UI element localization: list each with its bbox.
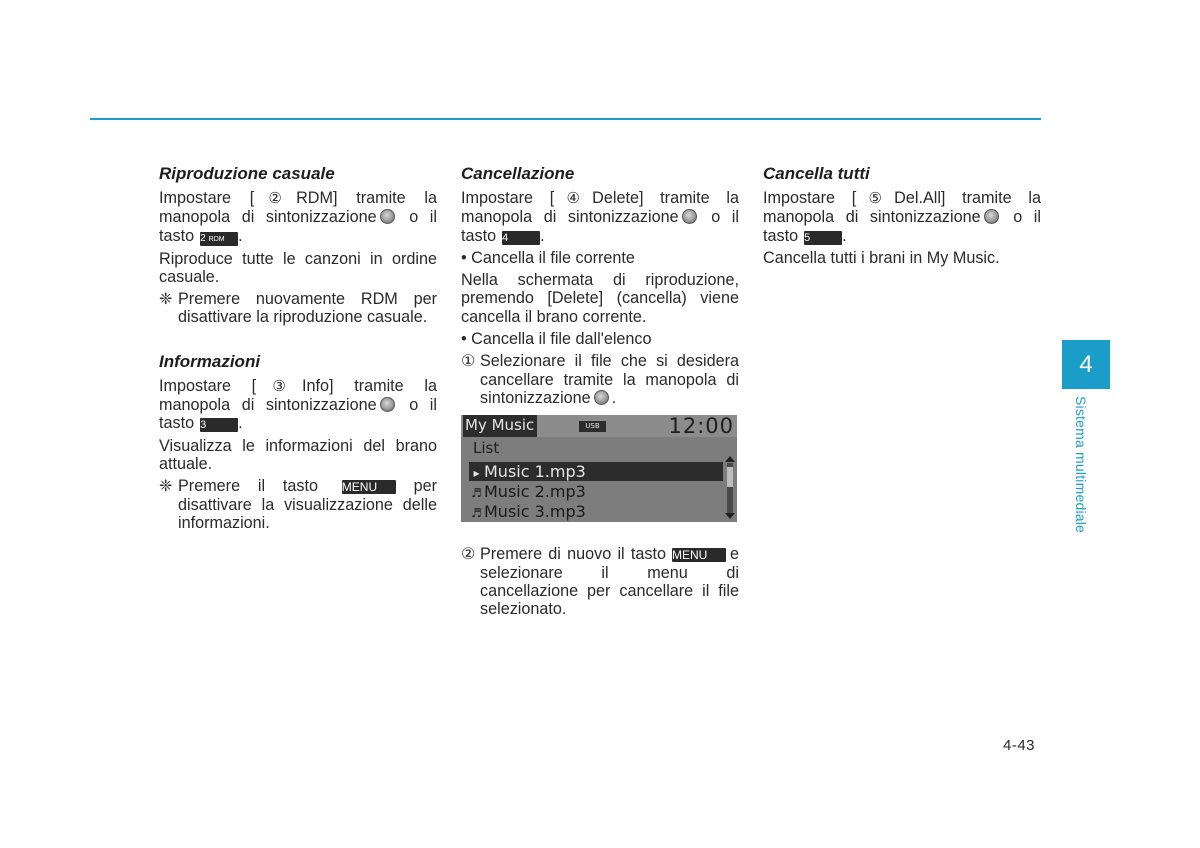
chapter-number-tab: 4 xyxy=(1062,340,1110,389)
random-line1: Impostare [②RDM] tramite la xyxy=(159,189,437,207)
delete-line3: tasto 4 . xyxy=(461,226,545,245)
screen-title: My Music xyxy=(463,415,537,437)
screen-list-label: List xyxy=(473,439,500,458)
delete-step-1: ① Selezionare il file che si desidera cancellare tramite la manopola di sintonizzazione . xyxy=(461,352,739,407)
key-2-rdm: 2 RDM xyxy=(200,232,238,246)
tune-knob-icon xyxy=(380,397,395,412)
delete-bullet-current-desc: Nella schermata di riproduzione, premendo [Delete] (cancella) viene cancella il brano corrente. xyxy=(461,271,739,326)
random-line3: tasto 2 RDM . xyxy=(159,226,243,245)
scroll-down-icon xyxy=(725,513,735,519)
info-line2: manopola di sintonizzazione o il xyxy=(159,396,437,415)
delete-line2: manopola di sintonizzazione o il xyxy=(461,208,739,227)
circled-2: ② xyxy=(254,190,297,207)
delete-step-2: ② Premere di nuovo il tasto MENU e selezionare il menu di cancellazione per cancellare il file selezionato. xyxy=(461,545,739,619)
music-note-icon: ♬ xyxy=(471,506,482,521)
note-mark: ❈ xyxy=(159,477,173,496)
chapter-title: Sistema multimediale xyxy=(1073,396,1089,534)
heading-random: Riproduzione casuale xyxy=(159,164,335,183)
column-right xyxy=(763,164,1041,271)
info-line1: Impostare [③Info] tramite la xyxy=(159,376,437,395)
info-desc: Visualizza le informazioni del brano attuale. xyxy=(159,436,437,473)
column-left xyxy=(159,164,437,536)
circled-5: ⑤ xyxy=(856,190,895,207)
key-menu: MENU xyxy=(672,548,726,562)
random-line2: manopola di sintonizzazione o il xyxy=(159,208,437,227)
key-5: 5 xyxy=(804,231,842,245)
tune-knob-icon xyxy=(984,209,999,224)
delete-line1: Impostare [④Delete] tramite la xyxy=(461,189,739,207)
screen-list-row: ▸ Music 1.mp3 xyxy=(469,462,723,481)
step-2-mark: ② xyxy=(461,545,476,564)
delete-bullet-list: • Cancella il file dall'elenco xyxy=(461,330,652,349)
key-menu: MENU xyxy=(342,480,396,494)
delete-bullet-current: • Cancella il file corrente xyxy=(461,248,635,267)
scroll-up-icon xyxy=(725,456,735,462)
top-rule xyxy=(90,118,1041,120)
delete-all-desc: Cancella tutti i brani in My Music. xyxy=(763,248,1000,267)
tune-knob-icon xyxy=(682,209,697,224)
info-line3: tasto 3 . xyxy=(159,414,243,433)
column-middle xyxy=(461,164,739,622)
music-list-screen xyxy=(461,415,737,522)
random-desc: Riproduce tutte le canzoni in ordine casuale. xyxy=(159,249,437,286)
heading-delete: Cancellazione xyxy=(461,164,575,183)
tune-knob-icon xyxy=(594,390,609,405)
circled-3: ③ xyxy=(256,377,303,395)
tune-knob-icon xyxy=(380,209,395,224)
heading-delete-all: Cancella tutti xyxy=(763,164,870,183)
random-note: ❈ Premere nuovamente RDM per disattivare la riproduzione casuale. xyxy=(159,290,437,327)
delete-all-line3: tasto 5 . xyxy=(763,226,847,245)
info-note: ❈ Premere il tasto MENU per disattivare la visualizzazione delle informazioni. xyxy=(159,477,438,532)
screen-list-row: ♬ Music 3.mp3 xyxy=(469,502,723,521)
circled-4: ④ xyxy=(554,190,593,207)
page-number: 4-43 xyxy=(1003,737,1036,754)
heading-info: Informazioni xyxy=(159,351,261,371)
delete-all-line1: Impostare [⑤Del.All] tramite la xyxy=(763,189,1041,207)
music-note-icon: ♬ xyxy=(471,486,482,501)
scrollbar-thumb xyxy=(727,467,733,487)
delete-all-line2: manopola di sintonizzazione o il xyxy=(763,208,1041,227)
step-1-mark: ① xyxy=(461,352,476,371)
key-4: 4 xyxy=(502,231,540,245)
note-mark: ❈ xyxy=(159,290,173,309)
screen-list-row: ♬ Music 2.mp3 xyxy=(469,482,723,501)
play-arrow-icon: ▸ xyxy=(473,466,480,481)
usb-badge: USB xyxy=(579,421,606,432)
key-3: 3 xyxy=(200,418,238,432)
screen-clock: 12:00 xyxy=(668,415,734,439)
